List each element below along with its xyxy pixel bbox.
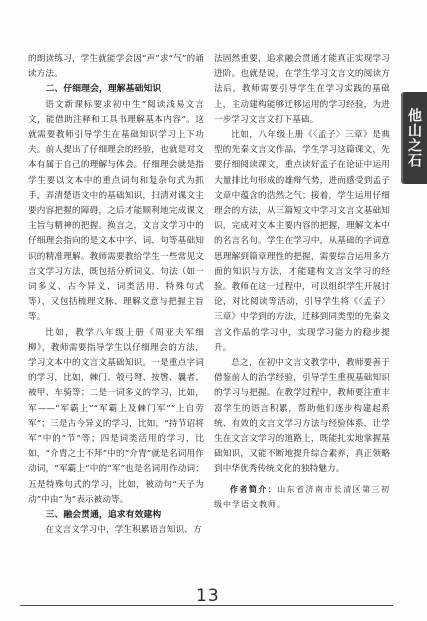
paragraph: 总之，在初中文言文教学中，教师要善于借鉴前人的治学经验，引导学生重视基础知识的学习与把握。在教学过程中，教师要注重丰富学生的语言积累，帮助他们逐步构建起系统、有效的文言文学习方法与经验体系，让学生在文言文学习的道路上，既能扎实地掌握基础知识，又能不断地提升综合素养，真正领略到中华优秀传统文化的独特魅力。 (214, 358, 390, 475)
left-text-column (28, 52, 204, 539)
section-heading-3: 三、融会贯通，追求有效建构 (45, 510, 162, 521)
paragraph: 语文新课标要求初中生“阅读浅易文言文，能借助注释和工具书理解基本内容”。这就需要教师引导学生在基础知识学习上下功夫。前人提出了仔细理会的经验，也就是对文本有属于自己的理解与体会。仔细理会就是指学生要以文本中的重点词句和复杂句式为抓手，弄清楚语文中的基础知识，扫清对课文主要内容把握的障碍，之后才能顺利地完成课文主旨与精神的把握。换言之，文言文学习中的仔细理会指向的是文本中字、词、句等基础知识的精准理解。教师需要教给学生一些常见文言文学习方法，既包括分析词义、句法（如一词多义、古今异义、词类活用、特殊句式等），又包括梳理文脉、理解文意与把握主旨等。 (28, 99, 204, 323)
author-bio-text: 山东省济南市长清区第三初级中学语文教师。 (214, 484, 390, 509)
paragraph: 比如，教学八年级上册《周亚夫军细柳》，教师需要指导学生以仔细理会的方法，学习文本中的文言文基础知识。一是重点字词的学习，比如，棘门、彀弓弩、按辔、曩者、被甲、车骑等；二是一词多义的学习，比如，军——“军霸上”“军霸上及棘门军”“上自劳军”；三是古今异义的学习，比如，“持节诏将军”中的“节”等；四是词类活用的学习，比如，“介胄之士不拜”中的“介胄”就是名词用作动词，“军霸上”中的“军”也是名词用作动词；五是特殊句式的学习，比如，被动句“天子为动”中由“为”表示被动等。 (28, 327, 204, 505)
column-section-tab: 他山之石 (401, 92, 427, 184)
paragraph: 在文言文学习中，学生积累语言知识、方 (45, 525, 202, 536)
author-bio (214, 482, 390, 512)
page-number: 13 (196, 586, 220, 606)
footer-rule (20, 605, 393, 606)
right-text-column (214, 52, 390, 512)
paragraph: 的朗读练习，学生就能学会因“声”求“气”的诵读方法。 (28, 54, 204, 80)
author-bio-label: 作者简介： (230, 484, 278, 494)
paragraph: 比如，八年级上册《〈孟子〉三章》是典型的先秦文言文作品，学生学习这篇课文，先要仔细阅读课文，重点读好孟子在论证中运用大量排比句形成的雄辩气势，进而感受到孟子文章中蕴含的浩然之气；接着，学生运用仔细理会的方法，从三篇短文中学习文言文基础知识，完成对文本主要内容的把握，理解文本中的名言名句。学生在学习中，从基础的字词意思理解到篇章理性的把握，需要综合运用多方面的知识与方法，才能建构文言文学习的经验。教师在这一过程中，可以组织学生开展讨论，对比阅读等活动，引导学生将《〈孟子〉三章》中学到的方法，迁移到同类型的先秦文言文作品的学习中，实现学习能力的稳步提升。 (214, 130, 390, 353)
section-heading-2: 二、仔细理会，理解基础知识 (45, 84, 162, 95)
paragraph: 法固然重要，追求融会贯通才能真正实现学习进阶。也就是说，在学生学习文言文的阅读方法后，教师需要引导学生在学习实践的基础上，主动建构能够迁移运用的学习经验，为进一步学习文言文打下基础。 (214, 54, 390, 125)
